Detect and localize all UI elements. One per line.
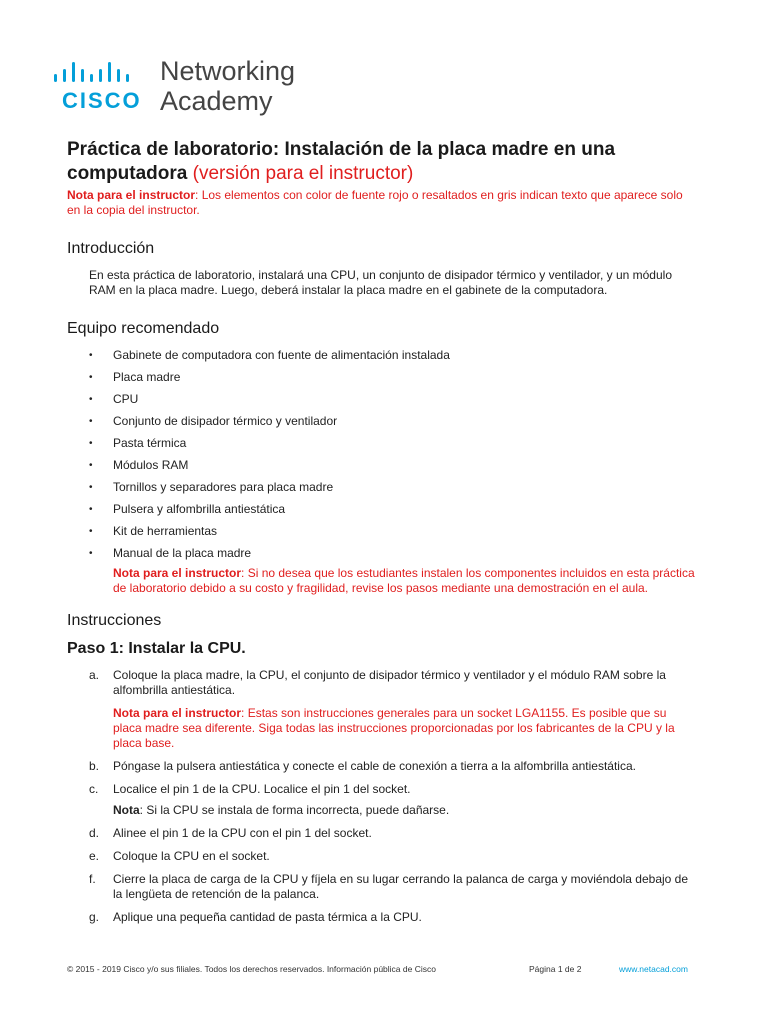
instructor-note-1 <box>67 188 697 218</box>
step-letter: c. <box>89 782 99 796</box>
step-g <box>89 910 697 925</box>
step-letter: d. <box>89 826 100 840</box>
list-item: • Tornillos y separadores para placa madre <box>89 480 697 502</box>
step1-list-cont <box>89 759 697 797</box>
step-letter: a. <box>89 668 100 682</box>
step-text: Localice el pin 1 de la CPU. Localice el pin 1 del socket. <box>113 782 411 796</box>
step-c <box>89 782 697 797</box>
list-item: • Gabinete de computadora con fuente de alimentación instalada <box>89 348 697 370</box>
intro-text: En esta práctica de laboratorio, instalará una CPU, un conjunto de disipador térmico y ventilador, y un módulo RAM en la placa madre. Luego, deberá instalar la placa madre en el gabinete de la computadora. <box>89 268 672 297</box>
list-item: • CPU <box>89 392 697 414</box>
cisco-networking-academy-logo <box>52 56 312 118</box>
step-text: Coloque la CPU en el socket. <box>113 849 270 863</box>
instructions-heading: Instrucciones <box>67 612 162 629</box>
step-text: Cierre la placa de carga de la CPU y fíjela en su lugar cerrando la palanca de carga y moviéndola debajo de la lengüeta de retención de la palanca. <box>113 872 689 901</box>
step1-list <box>89 668 697 698</box>
step-text: Aplique una pequeña cantidad de pasta térmica a la CPU. <box>113 910 422 924</box>
note-label: Nota para el instructor <box>113 566 242 580</box>
step1-heading: Paso 1: Instalar la CPU. <box>67 640 246 657</box>
step-letter: f. <box>89 872 96 886</box>
note-text: : Si no desea que los estudiantes instalen los componentes incluidos en esta práctica de laboratorio debido a su costo y fragilidad, revise los pasos mediante una demostración en el aula. <box>113 566 695 595</box>
step-b <box>89 759 697 774</box>
step-letter: g. <box>89 910 100 924</box>
step-letter: e. <box>89 849 100 863</box>
step-d <box>89 826 697 841</box>
list-item: • Conjunto de disipador térmico y ventilador <box>89 414 697 436</box>
cisco-brand-text: CISCO <box>62 88 142 113</box>
footer-copyright: © 2015 - 2019 Cisco y/o sus filiales. Todos los derechos reservados. Información pública de Cisco <box>67 964 436 974</box>
step-f <box>89 872 697 902</box>
step-letter: b. <box>89 759 100 773</box>
step1-list-end <box>89 826 697 925</box>
note-text: : Los elementos con color de fuente rojo o resaltados en gris indican texto que aparece solo en la copia del instructor. <box>67 188 683 217</box>
footer-page-number: Página 1 de 2 <box>529 964 582 974</box>
note-text: : Estas son instrucciones generales para un socket LGA1155. Es posible que su placa madre sea diferente. Siga todas las instrucciones proporcionadas por los fabricantes de la CPU y la placa base. <box>113 706 675 750</box>
note-label: Nota <box>113 803 140 817</box>
equipment-heading: Equipo recomendado <box>67 320 220 337</box>
step-a <box>89 668 697 698</box>
note-text: : Si la CPU se instala de forma incorrecta, puede dañarse. <box>139 803 450 817</box>
list-item: • Kit de herramientas <box>89 524 697 546</box>
step-c-note <box>113 803 697 818</box>
wordmark-line1: Networking <box>160 56 296 86</box>
title-main: Práctica de laboratorio: Instalación de la placa madre en una computadora <box>67 139 616 184</box>
list-item: • Pasta térmica <box>89 436 697 458</box>
step-text: Alinee el pin 1 de la CPU con el pin 1 del socket. <box>113 826 372 840</box>
step-e <box>89 849 697 864</box>
note-label: Nota para el instructor <box>67 188 196 202</box>
step-text: Póngase la pulsera antiestática y conecte el cable de conexión a tierra a la alfombrilla antiestática. <box>113 759 636 773</box>
networking-academy-wordmark <box>160 56 295 116</box>
wordmark-line2: Academy <box>160 86 273 116</box>
equipment-list <box>89 348 697 568</box>
list-item: • Manual de la placa madre <box>89 546 697 568</box>
footer-url-link[interactable]: www.netacad.com <box>619 964 688 974</box>
cisco-bars-icon <box>52 62 152 88</box>
instructor-note-2 <box>113 566 697 596</box>
list-item: • Placa madre <box>89 370 697 392</box>
page-title <box>67 138 697 186</box>
instructor-note-3 <box>113 706 697 751</box>
step-text: Coloque la placa madre, la CPU, el conjunto de disipador térmico y ventilador y el módulo RAM sobre la alfombrilla antiestática. <box>113 668 666 697</box>
document-body <box>67 138 697 933</box>
title-version: (versión para el instructor) <box>192 163 414 184</box>
note-label: Nota para el instructor <box>113 706 242 720</box>
intro-heading: Introducción <box>67 240 155 257</box>
list-item: • Módulos RAM <box>89 458 697 480</box>
list-item: • Pulsera y alfombrilla antiestática <box>89 502 697 524</box>
